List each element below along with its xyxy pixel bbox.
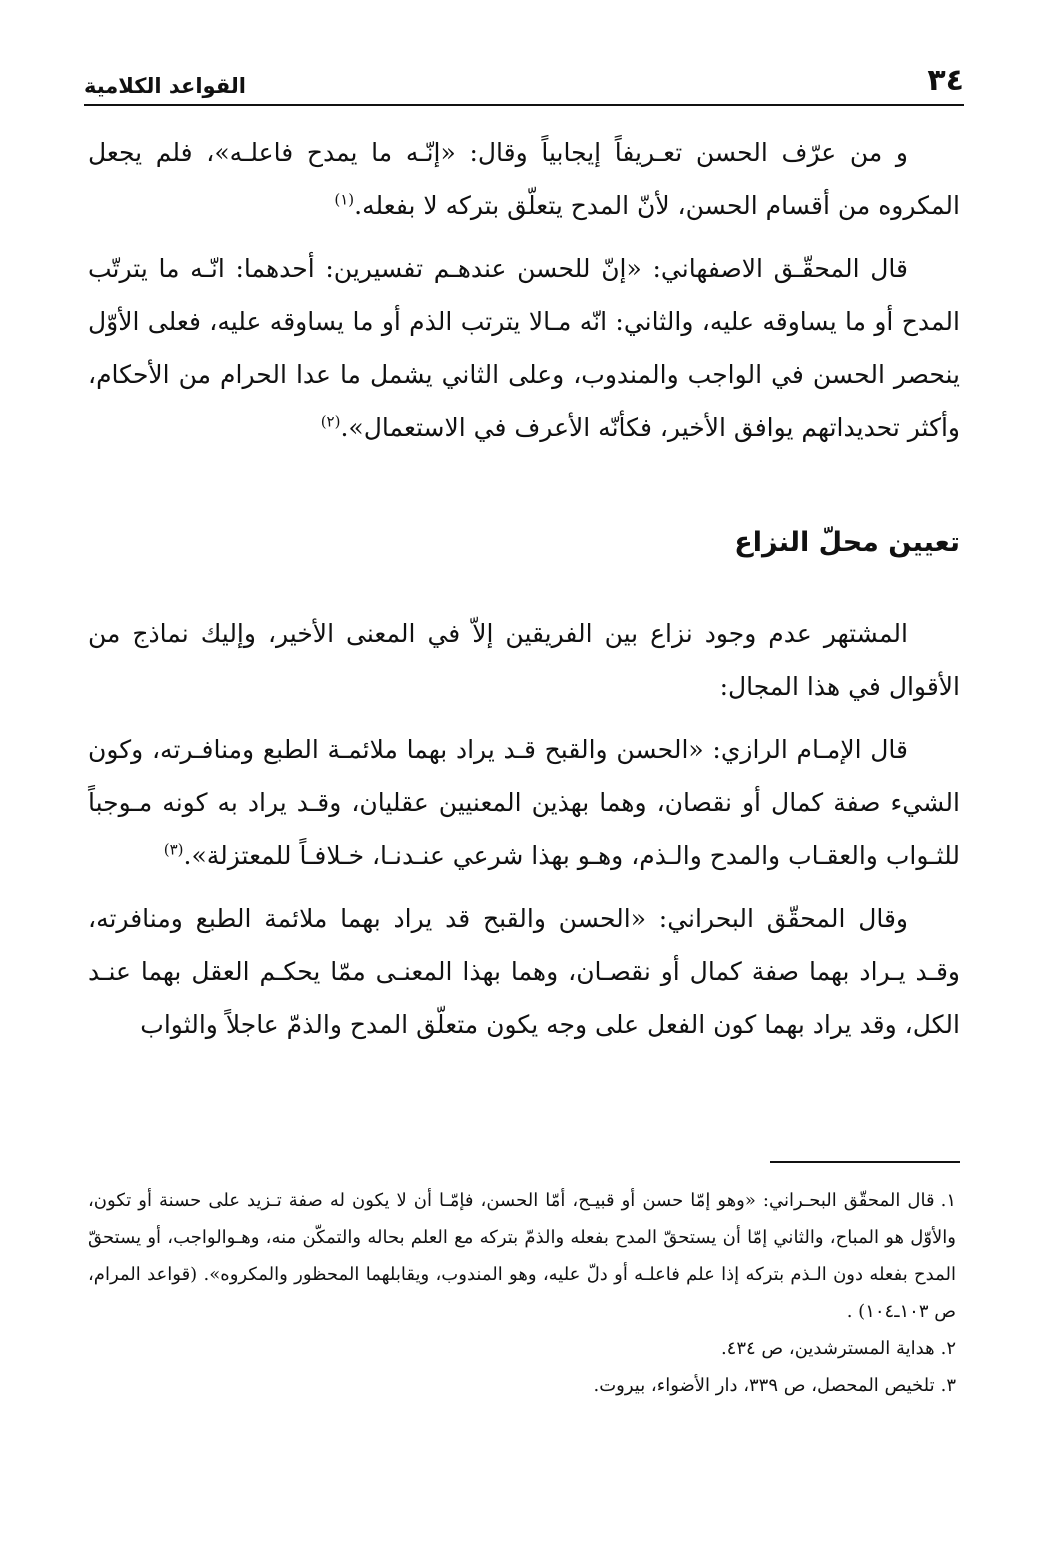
footnote-1-number: ١. (940, 1190, 956, 1211)
footnote-2-number: ٢. (940, 1338, 956, 1359)
running-header (84, 52, 964, 106)
footnote-3-text: تلخيص المحصل، ص ٣٣٩، دار الأضواء، بيروت. (593, 1375, 935, 1396)
footnote-ref-3: (٣) (163, 840, 184, 859)
paragraph-5: وقال المحقّق البحراني: «الحسن والقبح قد يراد بهما ملائمة الطبع ومنافرته، وقـد يـراد بهما صفة كمال أو نقصـان، وهما بهذا المعنـى ممّا يحكـم العقل بهما عنـد الكل، وقد يراد بهما كون الفعل على وجه يكون متعلّق المدح والذمّ عاجلاً والثواب (88, 904, 960, 1039)
footnote-3 (88, 1367, 956, 1404)
paragraph-1-text: و من عرّف الحسن تعـريفاً إيجابياً وقال: «إنّـه ما يمدح فاعلـه»، فلم يجعل المكروه من أقسام الحسن، لأنّ المدح يتعلّق بتركه لا بفعله. (88, 138, 960, 220)
paragraph-3: المشتهر عدم وجود نزاع بين الفريقين إلاّ في المعنى الأخير، وإليك نماذج من الأقوال في هذا المجال: (88, 619, 960, 701)
body-text (88, 126, 960, 1061)
paragraph-2-text: قال المحقّـق الاصفهاني: «إنّ للحسن عندهـم تفسيرين: أحدهما: انّـه ما يترتّب المدح أو ما يساوقه عليه، والثاني: انّه مـالا يترتب الذم أو ما يساوقه عليه، فعلى الأوّل ينحصر الحسن في الواجب والمندوب، وعلى الثاني يشمل ما عدا الحرام من الأحكام، وأكثر تحديداتهم يوافق الأخير، فكأنّه الأعرف في الاستعمال». (88, 254, 960, 442)
footnote-3-number: ٣. (940, 1375, 956, 1396)
footnote-1 (88, 1182, 956, 1330)
paragraph-1 (88, 126, 960, 232)
paragraph-4 (88, 723, 960, 882)
footnote-ref-2: (٢) (320, 412, 341, 431)
running-title: القواعد الكلامية (84, 74, 246, 98)
footnotes (88, 1182, 956, 1404)
footnote-2-text: هداية المسترشدين، ص ٤٣٤. (720, 1338, 935, 1359)
page-number: ٣٤ (927, 63, 964, 98)
footnote-2 (88, 1330, 956, 1367)
footnote-divider (770, 1161, 960, 1163)
paragraph-4-text: قال الإمـام الرازي: «الحسن والقبح قـد يراد بهما ملائمـة الطبع ومنافـرته، وكون الشيء صفة كمال أو نقصان، وهما بهذين المعنيين عقليان، وقـد يراد به كونه مـوجباً للثـواب والعقـاب والمدح والـذم، وهـو بهذا شرعي عنـدنـا، خـلافـاً للمعتزلة». (88, 735, 960, 870)
paragraph-2 (88, 242, 960, 454)
footnote-ref-1: (١) (334, 190, 355, 209)
footnote-1-text: قال المحقّق البحـراني: «وهو إمّا حسن أو قبيـح، أمّا الحسن، فإمّـا أن لا يكون له صفة تـزيد على حسنة أو تكون، والأوّل هو المباح، والثاني إمّا أن يستحقّ المدح بفعله والذمّ بتركه مع العلم بحاله والتمكّن منه، وهـوالواجب، أو يستحقّ المدح بفعله دون الـذم بتركه إذا علم فاعلـه أو دلّ عليه، وهو المندوب، ويقابلهما المحظور والمكروه». (قواعد المرام، ص ١٠٣ـ١٠٤) . (88, 1190, 956, 1322)
section-heading: تعيين محلّ النزاع (734, 527, 960, 558)
